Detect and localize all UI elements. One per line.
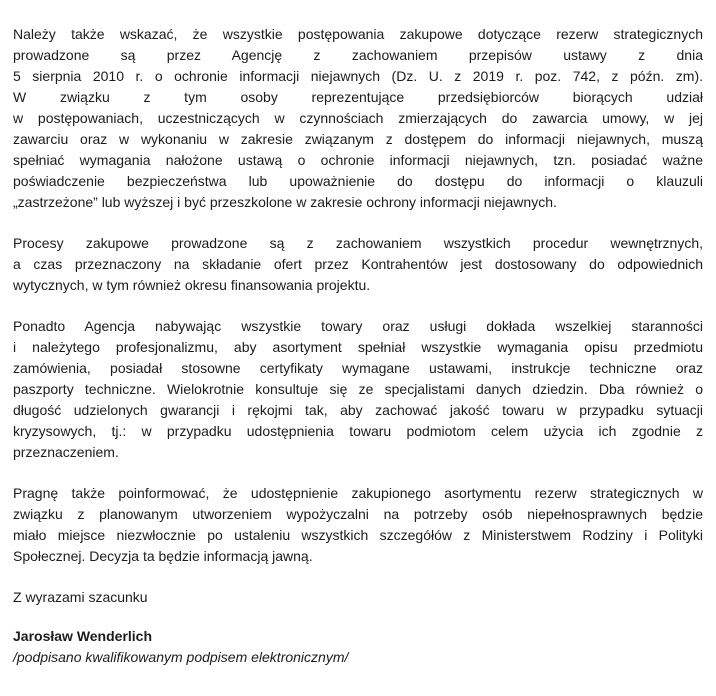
text-line: Społecznej. Decyzja ta będzie informacją jawną. (13, 548, 313, 564)
text-line: przeznaczeniem. (13, 444, 119, 460)
text-line: i należytego profesjonalizmu, aby asortyment spełniał wszystkie wymagania opisu przedmiotu (13, 339, 703, 355)
text-line: poświadczenie bezpieczeństwa lub upoważnienie do dostępu do informacji o klauzuli (13, 173, 703, 189)
text-line: Należy także wskazać, że wszystkie postępowania zakupowe dotyczące rezerw strategicznych (13, 26, 703, 42)
paragraph-legal-basis (13, 24, 703, 213)
signature-note: /podpisano kwalifikowanym podpisem elektronicznym/ (13, 649, 349, 665)
text-line: zamówienia, posiadał stosowne certyfikaty wymagane ustawami, instrukcje techniczne oraz (13, 360, 703, 376)
text-line: W związku z tym osoby reprezentujące przedsiębiorców biorących udział (13, 89, 703, 105)
paragraph-quality-assurance (13, 316, 703, 463)
text-line: a czas przeznaczony na składanie ofert przez Kontrahentów jest dostosowany do odpowiednich (13, 256, 703, 272)
text-line: prowadzone są przez Agencję z zachowaniem przepisów ustawy z dnia (13, 47, 703, 63)
text-line: Ponadto Agencja nabywając wszystkie towary oraz usługi dokłada wszelkiej staranności (13, 318, 703, 334)
text-line: spełniać wymagania nałożone ustawą o ochronie informacji niejawnych, tzn. posiadać ważne (13, 152, 703, 168)
closing-salutation: Z wyrazami szacunku (13, 589, 148, 605)
text-line: zawarciu oraz w wykonaniu w zakresie związanym z dostępem do informacji niejawnych, muszą (13, 131, 703, 147)
paragraph-rental-info (13, 483, 703, 567)
text-line: wytycznych, w tym również okresu finansowania projektu. (13, 277, 371, 293)
text-line: związku z planowanym utworzeniem wypożyczalni na potrzeby osób niepełnosprawnych będzie (13, 506, 703, 522)
text-line: w postępowaniach, uczestniczących w czynnościach zmierzających do zawarcia umowy, w jej (13, 110, 703, 126)
text-line: kryzysowych, tj.: w przypadku udostępnienia towaru podmiotom celem użycia ich zgodnie z (13, 423, 703, 439)
text-line: Pragnę także poinformować, że udostępnienie zakupionego asortymentu rezerw strategicznych w (13, 485, 703, 501)
text-line: długość udzielonych gwarancji i rękojmi tak, aby zachować jakość towaru w przypadku sytuacji (13, 402, 703, 418)
text-line: Procesy zakupowe prowadzone są z zachowaniem wszystkich procedur wewnętrznych, (13, 235, 703, 251)
text-line: 5 sierpnia 2010 r. o ochronie informacji niejawnych (Dz. U. z 2019 r. poz. 742, z późn. zm). (13, 68, 703, 84)
paragraph-procurement-process (13, 233, 703, 296)
text-line: miało miejsce niezwłocznie po ustaleniu wszystkich szczegółów z Ministerstwem Rodziny i Polityki (13, 527, 703, 543)
text-line: „zastrzeżone” lub wyższej i być przeszkolone w zakresie ochrony informacji niejawnych. (13, 194, 557, 210)
text-line: paszporty techniczne. Wielokrotnie konsultuje się ze specjalistami danych dziedzin. Dba również o (13, 381, 703, 397)
signature-name: Jarosław Wenderlich (13, 628, 153, 644)
